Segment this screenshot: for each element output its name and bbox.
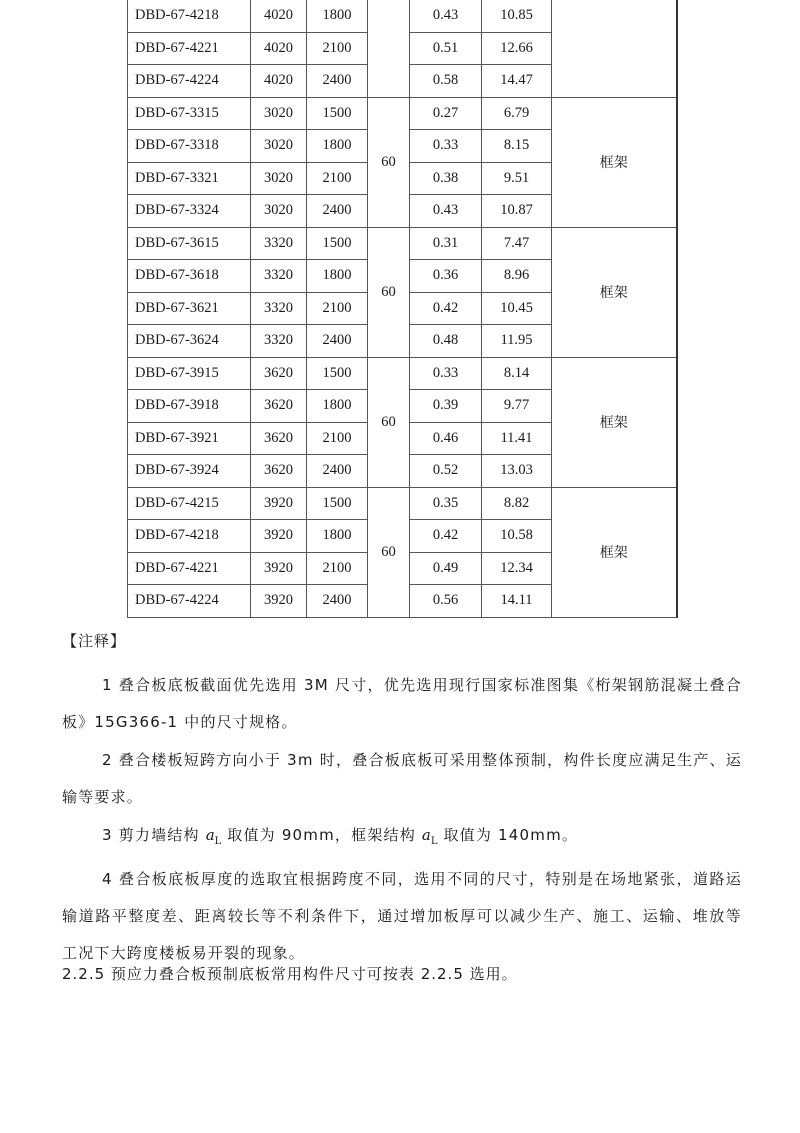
cell-weight: 10.85 — [482, 0, 552, 32]
component-size-table — [127, 0, 678, 618]
cell-weight: 10.58 — [482, 520, 552, 553]
cell-width: 4020 — [251, 65, 307, 98]
cell-width: 3920 — [251, 520, 307, 553]
cell-volume: 0.42 — [410, 520, 482, 553]
cell-volume: 0.33 — [410, 130, 482, 163]
cell-code: DBD-67-4218 — [128, 0, 251, 32]
cell-length: 2400 — [307, 65, 368, 98]
cell-length: 2100 — [307, 552, 368, 585]
cell-weight: 8.15 — [482, 130, 552, 163]
cell-code: DBD-67-3621 — [128, 292, 251, 325]
cell-code: DBD-67-3315 — [128, 97, 251, 130]
notes-heading: 【注释】 — [62, 632, 127, 650]
cell-weight: 10.87 — [482, 195, 552, 228]
cell-volume: 0.31 — [410, 227, 482, 260]
cell-width: 3020 — [251, 97, 307, 130]
cell-width: 3620 — [251, 422, 307, 455]
cell-width: 3320 — [251, 325, 307, 358]
cell-code: DBD-67-4221 — [128, 32, 251, 65]
cell-code: DBD-67-3321 — [128, 162, 251, 195]
cell-weight: 12.66 — [482, 32, 552, 65]
symbol-al-2 — [421, 826, 438, 847]
cell-width: 3920 — [251, 552, 307, 585]
cell-weight: 8.14 — [482, 357, 552, 390]
cell-volume: 0.48 — [410, 325, 482, 358]
cell-weight: 11.95 — [482, 325, 552, 358]
table-row — [128, 97, 677, 130]
cell-width: 3920 — [251, 585, 307, 618]
cell-volume: 0.36 — [410, 260, 482, 293]
cell-weight: 10.45 — [482, 292, 552, 325]
cell-code: DBD-67-3624 — [128, 325, 251, 358]
cell-length: 1500 — [307, 227, 368, 260]
cell-volume: 0.43 — [410, 195, 482, 228]
cell-volume: 0.52 — [410, 455, 482, 488]
cell-thickness — [368, 0, 410, 97]
cell-length: 1800 — [307, 130, 368, 163]
note-item-1: 1 叠合板底板截面优先选用 3M 尺寸，优先选用现行国家标准图集《桁架钢筋混凝土叠合板》15G366-1 中的尺寸规格。 — [62, 676, 742, 731]
section-2-2-5-text: 2.2.5 预应力叠合板预制底板常用构件尺寸可按表 2.2.5 选用。 — [62, 965, 518, 983]
table-row — [128, 487, 677, 520]
cell-code: DBD-67-4224 — [128, 65, 251, 98]
cell-volume: 0.42 — [410, 292, 482, 325]
cell-length: 1800 — [307, 0, 368, 32]
note-3-prefix: 3 剪力墙结构 — [102, 826, 206, 844]
cell-code: DBD-67-4215 — [128, 487, 251, 520]
cell-structure-type: 框架 — [552, 97, 677, 227]
cell-length: 2400 — [307, 325, 368, 358]
cell-code: DBD-67-3618 — [128, 260, 251, 293]
cell-code: DBD-67-3918 — [128, 390, 251, 423]
cell-width: 3320 — [251, 292, 307, 325]
table-row — [128, 357, 677, 390]
cell-weight: 8.82 — [482, 487, 552, 520]
cell-weight: 14.47 — [482, 65, 552, 98]
cell-length: 2400 — [307, 455, 368, 488]
cell-width: 3020 — [251, 162, 307, 195]
cell-width: 3620 — [251, 455, 307, 488]
cell-weight: 9.77 — [482, 390, 552, 423]
cell-width: 4020 — [251, 32, 307, 65]
note-3-suffix: 取值为 140mm。 — [437, 826, 579, 844]
cell-volume: 0.49 — [410, 552, 482, 585]
cell-thickness: 60 — [368, 227, 410, 357]
cell-volume: 0.27 — [410, 97, 482, 130]
symbol-al — [205, 826, 222, 847]
cell-code: DBD-67-4218 — [128, 520, 251, 553]
note-item-2: 2 叠合楼板短跨方向小于 3m 时，叠合板底板可采用整体预制，构件长度应满足生产、运输等要求。 — [62, 751, 742, 806]
cell-length: 2100 — [307, 162, 368, 195]
cell-length: 2100 — [307, 32, 368, 65]
cell-length: 2100 — [307, 292, 368, 325]
cell-length: 1800 — [307, 520, 368, 553]
cell-weight: 9.51 — [482, 162, 552, 195]
symbol-a-2: a — [421, 826, 431, 844]
cell-code: DBD-67-3921 — [128, 422, 251, 455]
cell-thickness: 60 — [368, 357, 410, 487]
cell-weight: 13.03 — [482, 455, 552, 488]
cell-width: 3920 — [251, 487, 307, 520]
table-row — [128, 0, 677, 32]
cell-length: 1500 — [307, 357, 368, 390]
cell-thickness: 60 — [368, 97, 410, 227]
cell-code: DBD-67-3324 — [128, 195, 251, 228]
note-item-4: 4 叠合板底板厚度的选取宜根据跨度不同，选用不同的尺寸，特别是在场地紧张，道路运输道路平整度差、距离较长等不利条件下，通过增加板厚可以减少生产、施工、运输、堆放等工况下大跨度楼板易开裂的现象。 — [62, 870, 742, 962]
cell-length: 2400 — [307, 585, 368, 618]
cell-width: 3020 — [251, 130, 307, 163]
cell-length: 2100 — [307, 422, 368, 455]
cell-weight: 7.47 — [482, 227, 552, 260]
cell-weight: 6.79 — [482, 97, 552, 130]
cell-volume: 0.39 — [410, 390, 482, 423]
symbol-subscript: L — [214, 836, 222, 847]
cell-structure-type: 框架 — [552, 227, 677, 357]
cell-weight: 11.41 — [482, 422, 552, 455]
cell-length: 1500 — [307, 97, 368, 130]
cell-code: DBD-67-3915 — [128, 357, 251, 390]
cell-volume: 0.56 — [410, 585, 482, 618]
cell-code: DBD-67-3615 — [128, 227, 251, 260]
cell-code: DBD-67-3924 — [128, 455, 251, 488]
cell-structure-type — [552, 0, 677, 97]
cell-length: 1800 — [307, 260, 368, 293]
cell-code: DBD-67-4224 — [128, 585, 251, 618]
cell-weight: 12.34 — [482, 552, 552, 585]
cell-volume: 0.58 — [410, 65, 482, 98]
cell-width: 3320 — [251, 260, 307, 293]
cell-volume: 0.38 — [410, 162, 482, 195]
cell-width: 3020 — [251, 195, 307, 228]
cell-width: 3620 — [251, 357, 307, 390]
symbol-a: a — [205, 826, 215, 844]
cell-structure-type: 框架 — [552, 357, 677, 487]
cell-thickness: 60 — [368, 487, 410, 617]
cell-volume: 0.43 — [410, 0, 482, 32]
cell-width: 3320 — [251, 227, 307, 260]
cell-structure-type: 框架 — [552, 487, 677, 617]
cell-code: DBD-67-3318 — [128, 130, 251, 163]
table-row — [128, 227, 677, 260]
cell-volume: 0.46 — [410, 422, 482, 455]
cell-volume: 0.35 — [410, 487, 482, 520]
cell-width: 4020 — [251, 0, 307, 32]
cell-length: 2400 — [307, 195, 368, 228]
cell-code: DBD-67-4221 — [128, 552, 251, 585]
cell-length: 1500 — [307, 487, 368, 520]
cell-weight: 14.11 — [482, 585, 552, 618]
cell-volume: 0.33 — [410, 357, 482, 390]
notes-section — [62, 630, 742, 973]
cell-weight: 8.96 — [482, 260, 552, 293]
cell-width: 3620 — [251, 390, 307, 423]
symbol-subscript-2: L — [430, 836, 438, 847]
cell-length: 1800 — [307, 390, 368, 423]
cell-volume: 0.51 — [410, 32, 482, 65]
note-3-middle: 取值为 90mm，框架结构 — [221, 826, 422, 844]
note-item-3 — [62, 817, 742, 860]
